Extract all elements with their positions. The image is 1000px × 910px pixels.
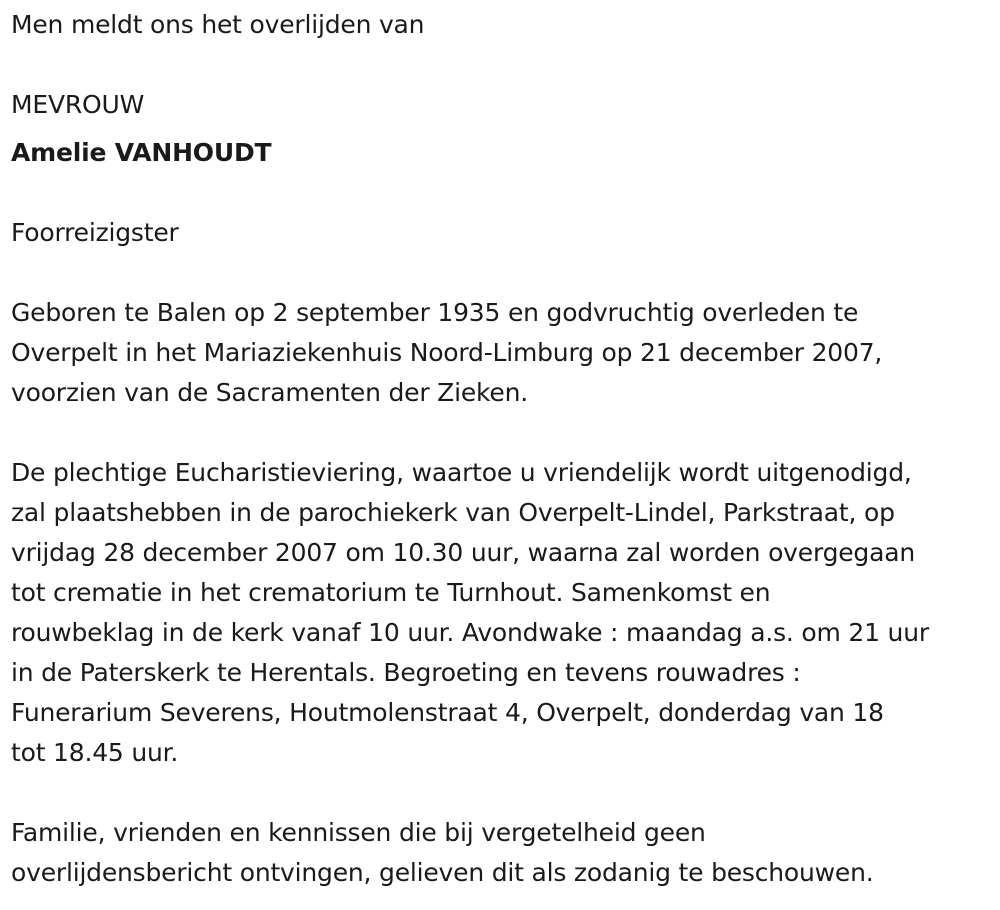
paragraph-line: overlijdensbericht ontvingen, gelieven dit als zodanig te beschouwen. [11,858,874,887]
paragraph-line: in de Paterskerk te Herentals. Begroeting en tevens rouwadres : [11,658,801,687]
paragraph-line: zal plaatshebben in de parochiekerk van Overpelt-Lindel, Parkstraat, op [11,498,895,527]
paragraph-line: Overpelt in het Mariaziekenhuis Noord-Limburg op 21 december 2007, [11,338,883,367]
paragraph-line: rouwbeklag in de kerk vanaf 10 uur. Avondwake : maandag a.s. om 21 uur [11,618,929,647]
occupation: Foorreizigster [11,218,179,247]
intro-text: Men meldt ons het overlijden van [11,10,425,39]
honorific: MEVROUW [11,90,145,119]
paragraph-line: tot crematie in het crematorium te Turnhout. Samenkomst en [11,578,771,607]
deceased-name: Amelie VANHOUDT [11,138,272,167]
paragraph-line: Funerarium Severens, Houtmolenstraat 4, Overpelt, donderdag van 18 [11,698,884,727]
paragraph-line: vrijdag 28 december 2007 om 10.30 uur, waarna zal worden overgegaan [11,538,915,567]
paragraph-line: voorzien van de Sacramenten der Zieken. [11,378,528,407]
paragraph-line: tot 18.45 uur. [11,738,179,767]
paragraph-line: Familie, vrienden en kennissen die bij vergetelheid geen [11,818,706,847]
paragraph-line: Geboren te Balen op 2 september 1935 en godvruchtig overleden te [11,298,859,327]
paragraph-line: De plechtige Eucharistieviering, waartoe u vriendelijk wordt uitgenodigd, [11,458,912,487]
